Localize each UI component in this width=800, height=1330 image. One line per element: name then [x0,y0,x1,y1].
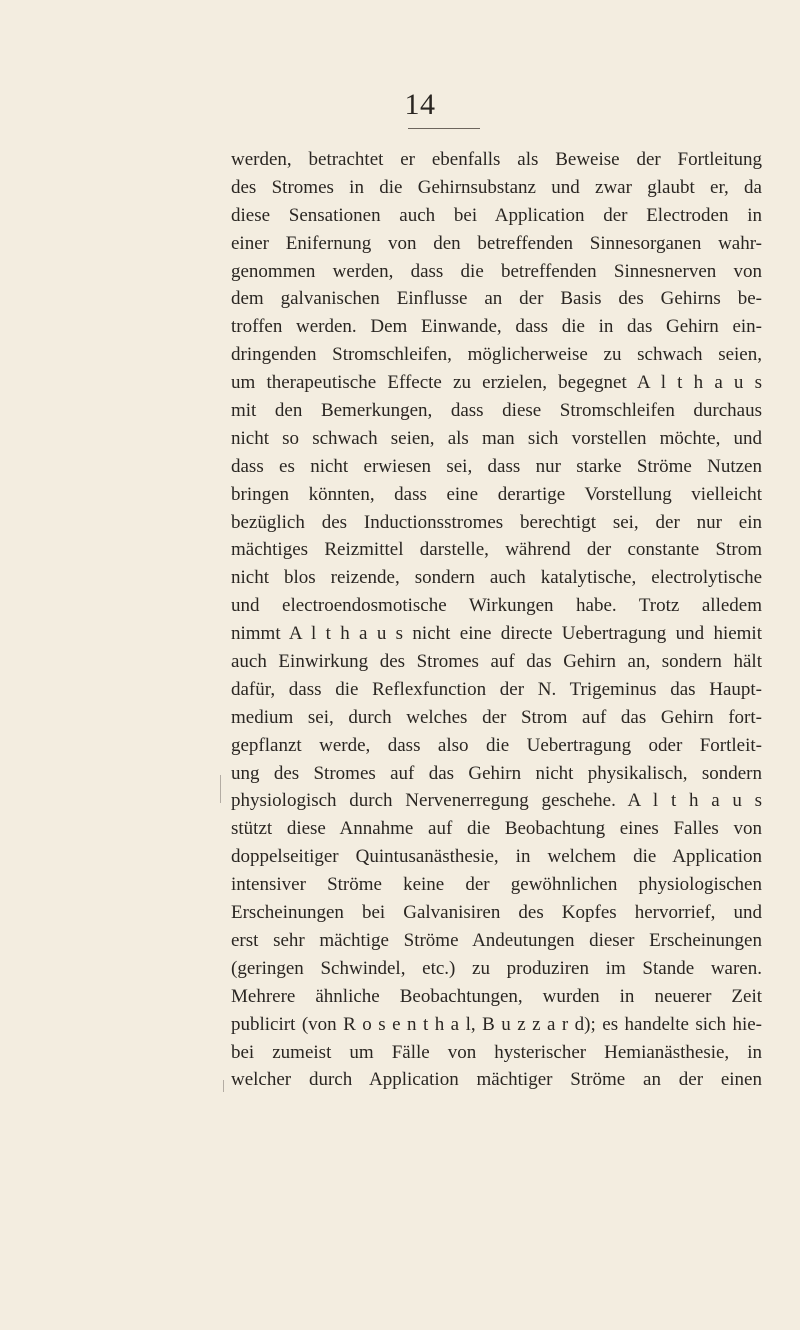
text-line: bei zumeist um Fälle von hysterischer Hemianästhesie, in [231,1041,762,1063]
text-line: bezüglich des Inductionsstromes berechtigt sei, der nur ein [231,511,762,533]
text-line: dringenden Stromschleifen, möglicherweise zu schwach seien, [231,344,762,366]
text-line: (geringen Schwindel, etc.) zu produziren im Stande waren. [231,957,762,979]
text-line: physiologisch durch Nervenerregung geschehe. A l t h a u s [231,790,762,812]
text-line: intensiver Ströme keine der gewöhnlichen physiologischen [231,874,762,896]
margin-mark [220,775,221,803]
text-line: dafür, dass die Reflexfunction der N. Trigeminus das Haupt- [231,678,762,700]
text-line: doppelseitiger Quintusanästhesie, in welchem die Application [231,846,762,868]
text-line: genommen werden, dass die betreffenden Sinnesnerven von [231,260,762,282]
body-text [231,146,762,1256]
text-line: des Stromes in die Gehirnsubstanz und zwar glaubt er, da [231,176,762,198]
text-line: dem galvanischen Einflusse an der Basis des Gehirns be- [231,288,762,310]
text-line: erst sehr mächtige Ströme Andeutungen dieser Erscheinungen [231,929,762,951]
text-line: diese Sensationen auch bei Application der Electroden in [231,204,762,226]
text-line: um therapeutische Effecte zu erzielen, begegnet A l t h a u s [231,372,762,394]
text-line: mächtiges Reizmittel darstelle, während der constante Strom [231,539,762,561]
text-line: Mehrere ähnliche Beobachtungen, wurden in neuerer Zeit [231,985,762,1007]
text-line: medium sei, durch welches der Strom auf das Gehirn fort- [231,706,762,728]
text-line: und electroendosmotische Wirkungen habe. Trotz alledem [231,595,762,617]
text-line: welcher durch Application mächtiger Ströme an der einen [231,1069,762,1091]
text-line: mit den Bemerkungen, dass diese Stromschleifen durchaus [231,400,762,422]
text-line: nimmt A l t h a u s nicht eine directe Uebertragung und hiemit [231,623,762,645]
text-line: bringen könnten, dass eine derartige Vorstellung vielleicht [231,483,762,505]
text-line: nicht blos reizende, sondern auch katalytische, electrolytische [231,567,762,589]
text-line: troffen werden. Dem Einwande, dass die in das Gehirn ein- [231,316,762,338]
page-number: 14 [404,88,436,121]
text-line: einer Enifernung von den betreffenden Sinnesorganen wahr- [231,232,762,254]
text-line: dass es nicht erwiesen sei, dass nur starke Ströme Nutzen [231,455,762,477]
page-number-rule [408,128,480,129]
text-line: gepflanzt werde, dass also die Uebertragung oder Fortleit- [231,734,762,756]
margin-mark [223,1080,224,1092]
text-line: nicht so schwach seien, als man sich vorstellen möchte, und [231,427,762,449]
text-line: auch Einwirkung des Stromes auf das Gehirn an, sondern hält [231,651,762,673]
text-line: werden, betrachtet er ebenfalls als Beweise der Fortleitung [231,149,762,170]
text-line: publicirt (von R o s e n t h a l, B u z z a r d); es handelte sich hie- [231,1013,762,1035]
text-line: ung des Stromes auf das Gehirn nicht physikalisch, sondern [231,762,762,784]
text-line: Erscheinungen bei Galvanisiren des Kopfes hervorrief, und [231,902,762,924]
text-line: stützt diese Annahme auf die Beobachtung eines Falles von [231,818,762,840]
